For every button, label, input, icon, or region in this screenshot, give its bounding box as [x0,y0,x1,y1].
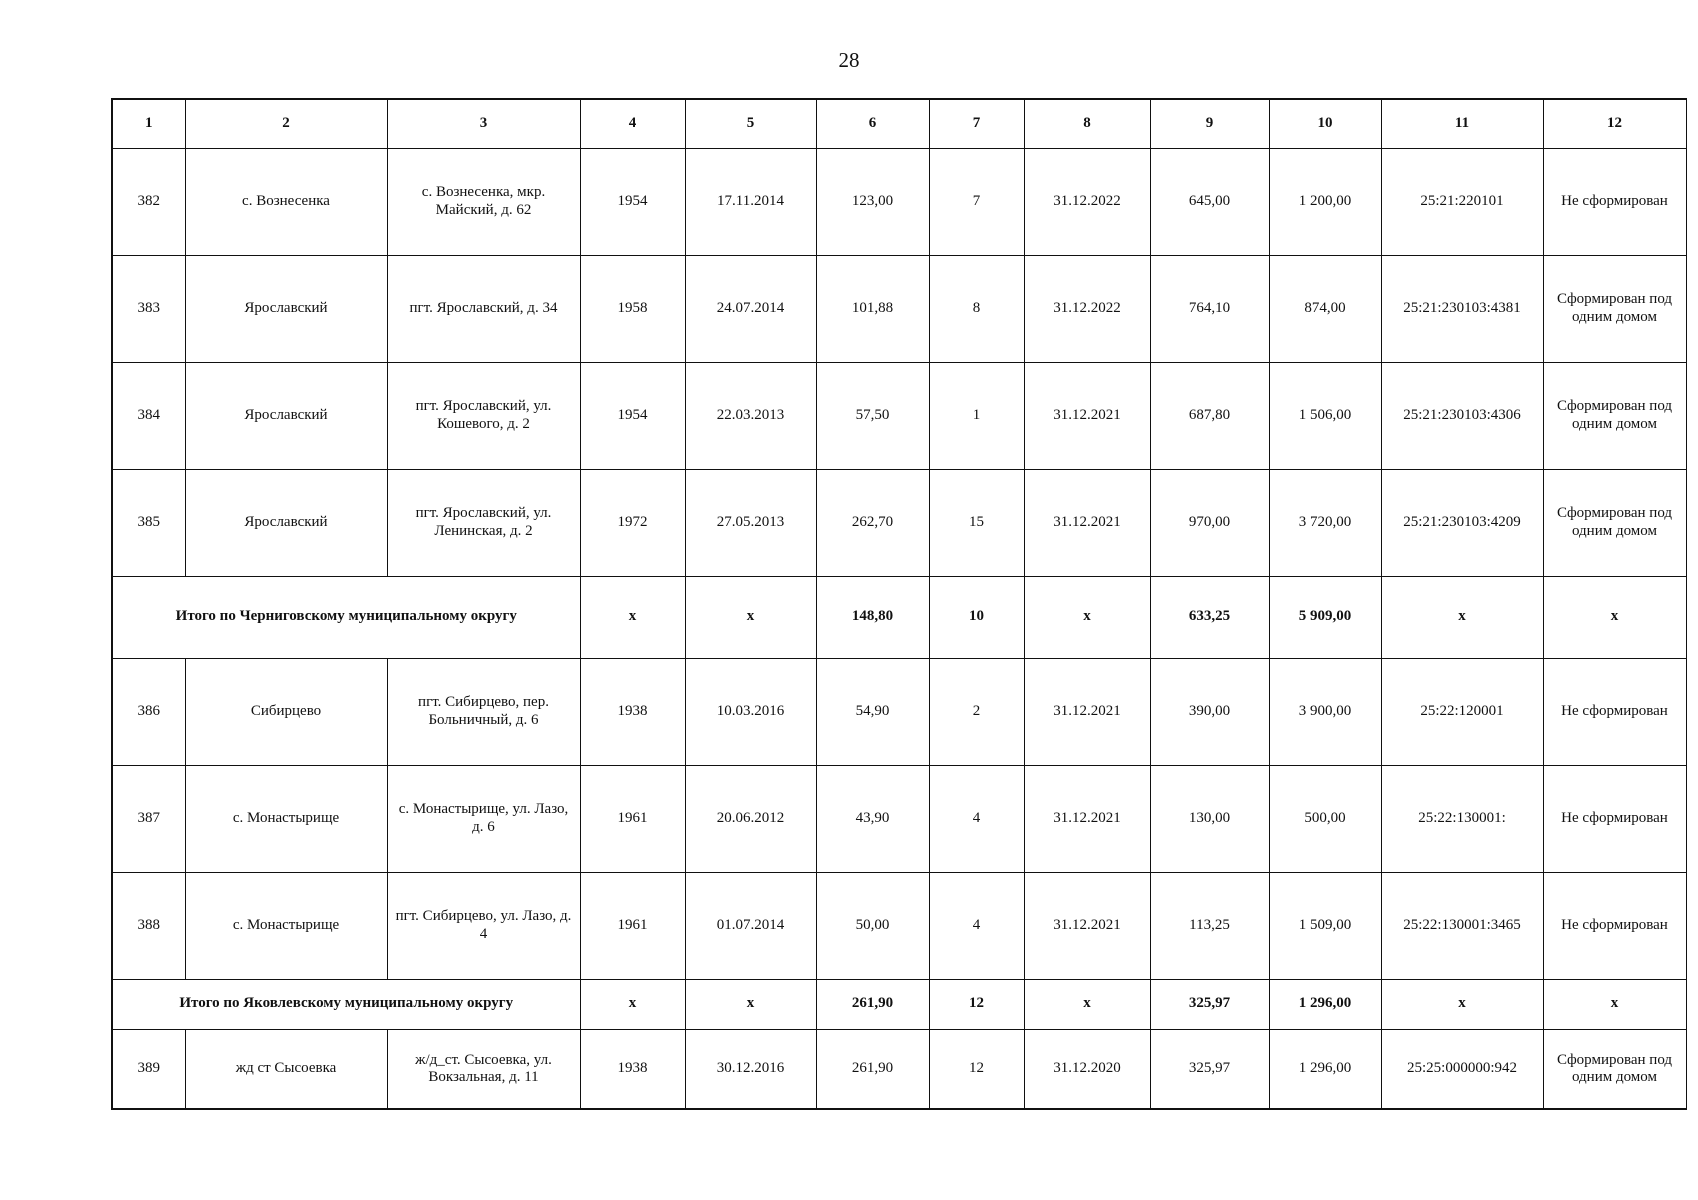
table-cell: 113,25 [1150,872,1269,979]
table-cell: 1972 [580,469,685,576]
table-cell: 261,90 [816,1029,929,1109]
table-cell: пгт. Ярославский, ул. Кошевого, д. 2 [387,362,580,469]
table-cell: 8 [929,255,1024,362]
table-cell: с. Вознесенка [185,148,387,255]
column-number-cell: 5 [685,99,816,148]
column-number-cell: 8 [1024,99,1150,148]
subtotal-cell: х [1381,576,1543,658]
table-cell: 7 [929,148,1024,255]
table-cell: 382 [112,148,185,255]
table-cell: 31.12.2021 [1024,362,1150,469]
table-cell: 27.05.2013 [685,469,816,576]
table-cell: 3 900,00 [1269,658,1381,765]
table-cell: 31.12.2021 [1024,872,1150,979]
table-cell: 387 [112,765,185,872]
column-number-cell: 6 [816,99,929,148]
table-cell: 383 [112,255,185,362]
subtotal-cell: х [685,576,816,658]
column-number-cell: 10 [1269,99,1381,148]
table-cell: 22.03.2013 [685,362,816,469]
table-cell: 1958 [580,255,685,362]
table-cell: пгт. Сибирцево, ул. Лазо, д. 4 [387,872,580,979]
table-row [112,255,1686,362]
table-cell: 20.06.2012 [685,765,816,872]
table-cell: 3 720,00 [1269,469,1381,576]
table-cell: 1961 [580,765,685,872]
table-cell: 31.12.2021 [1024,469,1150,576]
table-cell: 31.12.2022 [1024,148,1150,255]
table-cell: Сформирован под одним домом [1543,255,1686,362]
table-cell: 31.12.2021 [1024,658,1150,765]
subtotal-cell: 633,25 [1150,576,1269,658]
table-cell: 01.07.2014 [685,872,816,979]
table-cell: жд ст Сысоевка [185,1029,387,1109]
table-row [112,362,1686,469]
table-cell: пгт. Сибирцево, пер. Больничный, д. 6 [387,658,580,765]
table-cell: Сибирцево [185,658,387,765]
subtotal-cell: х [1543,979,1686,1029]
table-cell: 25:21:230103:4306 [1381,362,1543,469]
table-cell: 1938 [580,658,685,765]
table-row [112,872,1686,979]
subtotal-cell: 5 909,00 [1269,576,1381,658]
table-cell: 25:21:220101 [1381,148,1543,255]
table-cell: 123,00 [816,148,929,255]
table-cell: 17.11.2014 [685,148,816,255]
table-row [112,658,1686,765]
table-body [112,99,1686,1109]
table-cell: 500,00 [1269,765,1381,872]
table-cell: 388 [112,872,185,979]
table-cell: 385 [112,469,185,576]
table-cell: 4 [929,765,1024,872]
table-cell: пгт. Ярославский, д. 34 [387,255,580,362]
table-cell: 130,00 [1150,765,1269,872]
table-cell: 262,70 [816,469,929,576]
column-number-cell: 1 [112,99,185,148]
table-row [112,469,1686,576]
table-cell: Не сформирован [1543,765,1686,872]
column-number-cell: 2 [185,99,387,148]
table-cell: 1938 [580,1029,685,1109]
table-cell: 101,88 [816,255,929,362]
table-cell: 2 [929,658,1024,765]
table-cell: 764,10 [1150,255,1269,362]
column-number-cell: 7 [929,99,1024,148]
subtotal-cell: 325,97 [1150,979,1269,1029]
table-cell: 1954 [580,362,685,469]
table-cell: с. Монастырище, ул. Лазо, д. 6 [387,765,580,872]
table-cell: 30.12.2016 [685,1029,816,1109]
subtotal-cell: х [1024,979,1150,1029]
table-cell: 325,97 [1150,1029,1269,1109]
column-number-cell: 11 [1381,99,1543,148]
table-cell: 31.12.2021 [1024,765,1150,872]
table-cell: 31.12.2022 [1024,255,1150,362]
table-cell: 1 [929,362,1024,469]
table-cell: 1 200,00 [1269,148,1381,255]
table-cell: с. Вознесенка, мкр. Майский, д. 62 [387,148,580,255]
subtotal-cell: 1 296,00 [1269,979,1381,1029]
subtotal-cell: х [685,979,816,1029]
column-number-row [112,99,1686,148]
table-cell: 50,00 [816,872,929,979]
subtotal-cell: х [580,979,685,1029]
table-row [112,765,1686,872]
housing-register-table [111,98,1687,1110]
table-row [112,148,1686,255]
column-number-cell: 3 [387,99,580,148]
subtotal-row [112,979,1686,1029]
table-cell: 389 [112,1029,185,1109]
table-cell: Не сформирован [1543,658,1686,765]
subtotal-label: Итого по Черниговскому муниципальному округу [112,576,580,658]
subtotal-row [112,576,1686,658]
table-cell: 10.03.2016 [685,658,816,765]
subtotal-cell: 12 [929,979,1024,1029]
subtotal-cell: х [1381,979,1543,1029]
table-cell: 24.07.2014 [685,255,816,362]
table-cell: 54,90 [816,658,929,765]
subtotal-cell: х [1024,576,1150,658]
table-cell: Сформирован под одним домом [1543,469,1686,576]
subtotal-label: Итого по Яковлевскому муниципальному округу [112,979,580,1029]
subtotal-cell: х [580,576,685,658]
table-cell: 645,00 [1150,148,1269,255]
table-row [112,1029,1686,1109]
table-cell: 390,00 [1150,658,1269,765]
column-number-cell: 12 [1543,99,1686,148]
table-cell: 25:22:120001 [1381,658,1543,765]
table-cell: 970,00 [1150,469,1269,576]
table-cell: 25:21:230103:4209 [1381,469,1543,576]
table-cell: 4 [929,872,1024,979]
table-cell: 25:22:130001:3465 [1381,872,1543,979]
page-number: 28 [838,48,860,72]
table-cell: Сформирован под одним домом [1543,362,1686,469]
table-cell: Сформирован под одним домом [1543,1029,1686,1109]
subtotal-cell: 10 [929,576,1024,658]
column-number-cell: 9 [1150,99,1269,148]
subtotal-cell: 148,80 [816,576,929,658]
table-cell: 1961 [580,872,685,979]
table-cell: 57,50 [816,362,929,469]
table-cell: 31.12.2020 [1024,1029,1150,1109]
subtotal-cell: х [1543,576,1686,658]
table-cell: 687,80 [1150,362,1269,469]
table-cell: 1 296,00 [1269,1029,1381,1109]
table-cell: с. Монастырище [185,872,387,979]
table-cell: Не сформирован [1543,872,1686,979]
table-cell: 43,90 [816,765,929,872]
table-cell: 1 506,00 [1269,362,1381,469]
table-cell: 25:25:000000:942 [1381,1029,1543,1109]
subtotal-cell: 261,90 [816,979,929,1029]
column-number-cell: 4 [580,99,685,148]
table-cell: 386 [112,658,185,765]
table-cell: Ярославский [185,362,387,469]
table-cell: 1954 [580,148,685,255]
table-cell: Не сформирован [1543,148,1686,255]
table-cell: 12 [929,1029,1024,1109]
table-cell: 25:22:130001: [1381,765,1543,872]
table-cell: с. Монастырище [185,765,387,872]
table-cell: пгт. Ярославский, ул. Ленинская, д. 2 [387,469,580,576]
table-cell: 15 [929,469,1024,576]
table-cell: Ярославский [185,469,387,576]
table-cell: 384 [112,362,185,469]
table-cell: 25:21:230103:4381 [1381,255,1543,362]
table-cell: 874,00 [1269,255,1381,362]
table-cell: ж/д_ст. Сысоевка, ул. Вокзальная, д. 11 [387,1029,580,1109]
table-cell: Ярославский [185,255,387,362]
table-cell: 1 509,00 [1269,872,1381,979]
